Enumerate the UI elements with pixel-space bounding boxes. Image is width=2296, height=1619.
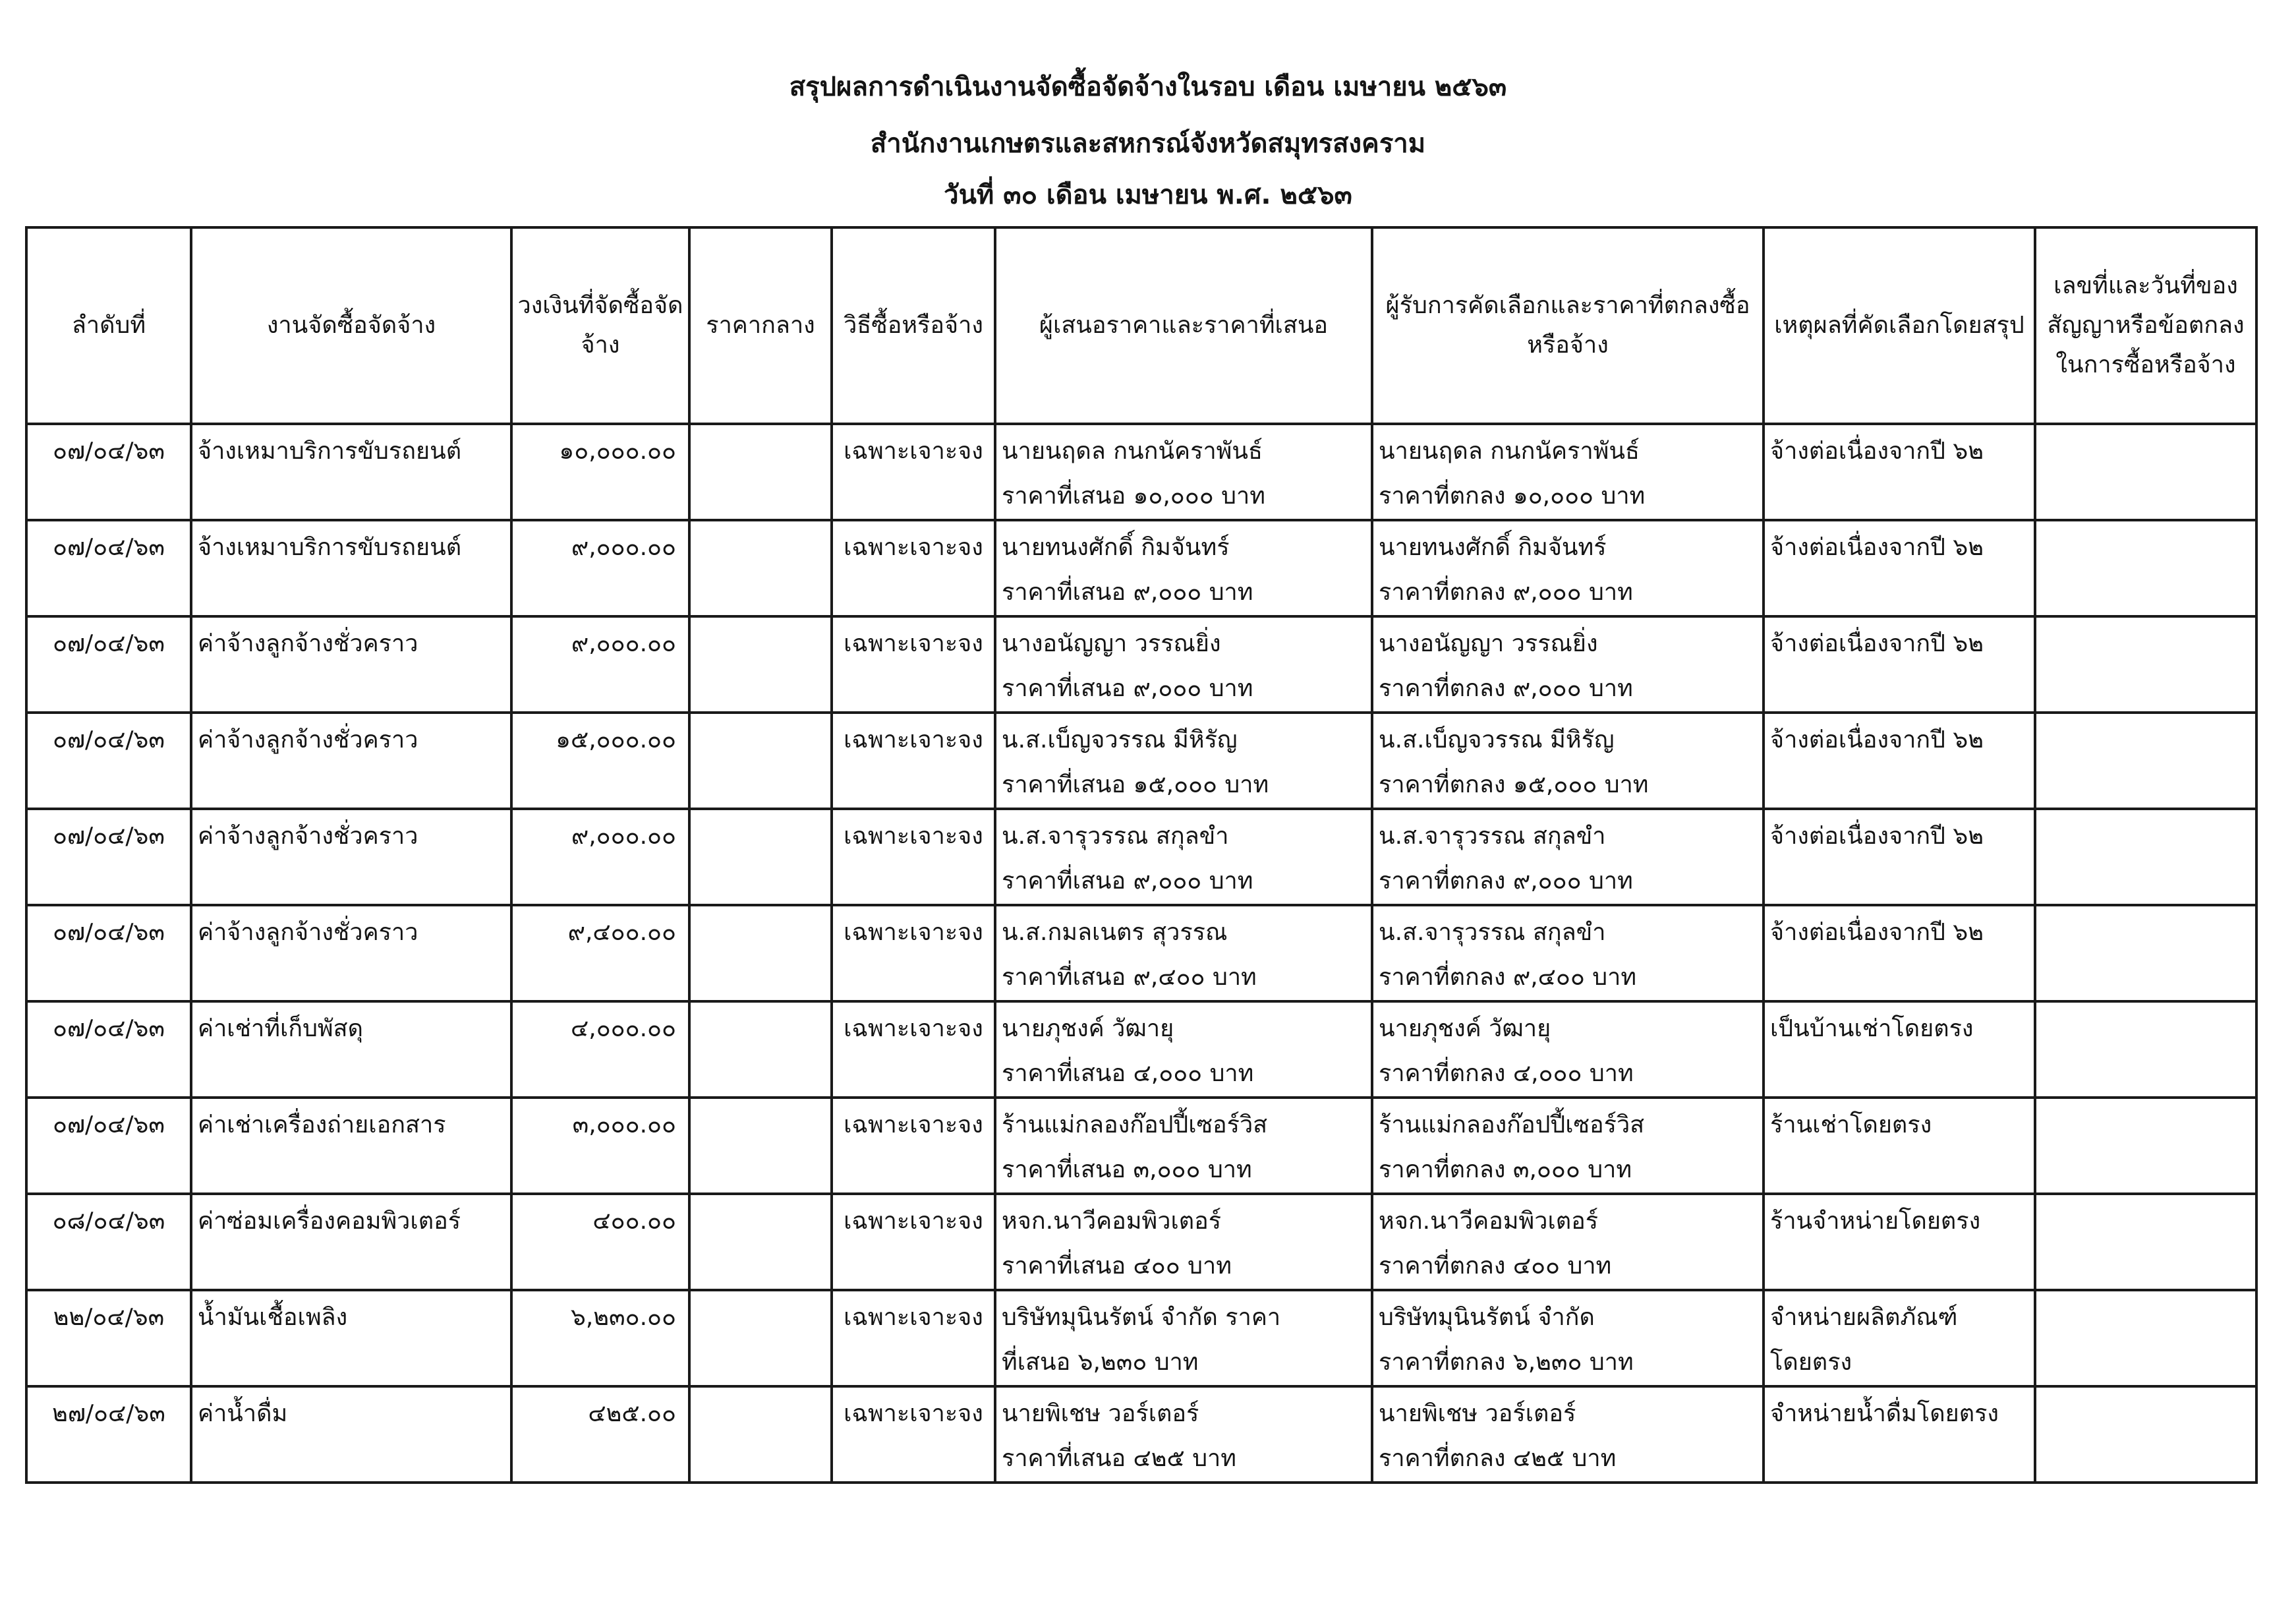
row-bidder-price: ราคาที่เสนอ ๙,๔๐๐ บาท	[1002, 964, 1257, 991]
row-median-cell	[689, 616, 832, 713]
row-budget: ๔๒๕.๐๐	[588, 1400, 676, 1427]
row-bidder-name: นางอนัญญา วรรณยิ่ง	[1002, 630, 1221, 657]
row-median-cell	[689, 809, 832, 905]
row-method: เฉพาะเจาะจง	[844, 1304, 983, 1331]
row-work-cell	[191, 1386, 511, 1483]
row-budget-cell	[511, 520, 689, 616]
row-bidder-cell	[995, 424, 1372, 520]
row-contract	[2036, 714, 2255, 718]
row-contract-cell	[2035, 1098, 2256, 1194]
row-selected-cell	[1372, 1098, 1764, 1194]
row-contract	[2036, 1195, 2255, 1199]
row-selected-cell	[1372, 616, 1764, 713]
table-row	[26, 424, 2256, 520]
row-bidder-cell	[995, 713, 1372, 809]
row-selected-name: นายภุชงค์ วัฒายุ	[1379, 1015, 1551, 1042]
row-median-cell	[689, 905, 832, 1001]
row-date: ๒๒/๐๔/๖๓	[53, 1304, 165, 1331]
row-budget-cell	[511, 616, 689, 713]
row-budget: ๓,๐๐๐.๐๐	[572, 1111, 676, 1138]
row-selected-price: ราคาที่ตกลง ๙,๐๐๐ บาท	[1379, 579, 1633, 606]
row-work-cell	[191, 520, 511, 616]
row-work: ค่าน้ำดื่ม	[198, 1400, 288, 1427]
row-bidder-name: ร้านแม่กลองก๊อปปี้เซอร์วิส	[1002, 1111, 1268, 1138]
row-method-cell	[832, 1290, 995, 1386]
row-contract-cell	[2035, 520, 2256, 616]
row-method: เฉพาะเจาะจง	[844, 823, 983, 850]
row-selected-cell	[1372, 905, 1764, 1001]
row-reason-line-1: จ้างต่อเนื่องจากปี ๖๒	[1770, 823, 1984, 850]
row-selected-price: ราคาที่ตกลง ๙,๔๐๐ บาท	[1379, 964, 1637, 991]
row-bidder-price: ราคาที่เสนอ ๙,๐๐๐ บาท	[1002, 579, 1253, 606]
col-header-median: ราคากลาง	[689, 227, 832, 424]
row-date-cell	[26, 520, 191, 616]
row-median	[691, 1099, 830, 1103]
row-reason-cell	[1764, 424, 2035, 520]
row-method-cell	[832, 809, 995, 905]
row-selected-name: นายนฤดล กนกนัคราพันธ์	[1379, 438, 1640, 465]
row-work: จ้างเหมาบริการขับรถยนต์	[198, 438, 462, 465]
row-method-cell	[832, 1194, 995, 1290]
row-selected-name: น.ส.จารุวรรณ สกุลขำ	[1379, 919, 1606, 946]
table-row	[26, 520, 2256, 616]
row-reason-line-1: จำหน่ายผลิตภัณฑ์	[1770, 1304, 1958, 1331]
row-bidder-name: นายนฤดล กนกนัคราพันธ์	[1002, 438, 1263, 465]
row-selected-name: นางอนัญญา วรรณยิ่ง	[1379, 630, 1598, 657]
row-bidder-cell	[995, 1098, 1372, 1194]
row-budget-cell	[511, 809, 689, 905]
row-work: ค่าเช่าเครื่องถ่ายเอกสาร	[198, 1111, 446, 1138]
row-selected-price: ราคาที่ตกลง ๙,๐๐๐ บาท	[1379, 868, 1633, 895]
row-bidder-price: ราคาที่เสนอ ๙,๐๐๐ บาท	[1002, 675, 1253, 702]
row-work: ค่าซ่อมเครื่องคอมพิวเตอร์	[198, 1208, 461, 1235]
col-header-selected: ผู้รับการคัดเลือกและราคาที่ตกลงซื้อหรือจ้าง	[1372, 227, 1764, 424]
row-selected-name: นายพิเชษ วอร์เตอร์	[1379, 1400, 1576, 1427]
row-selected-price: ราคาที่ตกลง ๓,๐๐๐ บาท	[1379, 1156, 1632, 1183]
row-contract-cell	[2035, 905, 2256, 1001]
row-bidder-name: นายทนงศักดิ์ กิมจันทร์	[1002, 534, 1230, 561]
row-contract	[2036, 1291, 2255, 1295]
col-header-no: ลำดับที่	[26, 227, 191, 424]
row-median	[691, 521, 830, 525]
row-contract-cell	[2035, 713, 2256, 809]
row-work-cell	[191, 809, 511, 905]
row-selected-name: น.ส.เบ็ญจวรรณ มีหิรัญ	[1379, 726, 1615, 753]
col-header-reason: เหตุผลที่คัดเลือกโดยสรุป	[1764, 227, 2035, 424]
row-contract-cell	[2035, 1290, 2256, 1386]
row-budget: ๖,๒๓๐.๐๐	[571, 1304, 676, 1331]
row-budget-cell	[511, 1386, 689, 1483]
row-bidder-name: หจก.นาวีคอมพิวเตอร์	[1002, 1208, 1222, 1235]
row-median	[691, 714, 830, 718]
row-date-cell	[26, 1194, 191, 1290]
row-date-cell	[26, 424, 191, 520]
row-work: ค่าจ้างลูกจ้างชั่วคราว	[198, 630, 418, 657]
row-selected-cell	[1372, 713, 1764, 809]
row-median	[691, 810, 830, 814]
row-work: น้ำมันเชื้อเพลิง	[198, 1304, 348, 1331]
row-selected-cell	[1372, 520, 1764, 616]
report-title: สรุปผลการดำเนินงานจัดซื้อจัดจ้างในรอบ เดือน เมษายน ๒๕๖๓	[789, 72, 1507, 102]
row-contract	[2036, 1099, 2255, 1103]
col-header-work: งานจัดซื้อจัดจ้าง	[191, 227, 511, 424]
row-selected-price: ราคาที่ตกลง ๖,๒๓๐ บาท	[1379, 1349, 1634, 1376]
row-reason-cell	[1764, 809, 2035, 905]
row-contract	[2036, 1388, 2255, 1392]
row-reason-cell	[1764, 1194, 2035, 1290]
row-selected-price: ราคาที่ตกลง ๔,๐๐๐ บาท	[1379, 1060, 1634, 1087]
col-header-budget: วงเงินที่จัดซื้อจัดจ้าง	[511, 227, 689, 424]
row-budget: ๑๐,๐๐๐.๐๐	[559, 438, 676, 465]
row-bidder-price: ที่เสนอ ๖,๒๓๐ บาท	[1002, 1349, 1199, 1376]
row-date: ๐๘/๐๔/๖๓	[52, 1208, 165, 1235]
row-median-cell	[689, 1386, 832, 1483]
row-work: ค่าเช่าที่เก็บพัสดุ	[198, 1015, 364, 1042]
row-median-cell	[689, 520, 832, 616]
row-budget: ๙,๐๐๐.๐๐	[571, 534, 676, 561]
report-date: วันที่ ๓๐ เดือน เมษายน พ.ศ. ๒๕๖๓	[944, 180, 1352, 210]
row-selected-name: นายทนงศักดิ์ กิมจันทร์	[1379, 534, 1607, 561]
row-selected-price: ราคาที่ตกลง ๙,๐๐๐ บาท	[1379, 675, 1633, 702]
row-selected-name: หจก.นาวีคอมพิวเตอร์	[1379, 1208, 1599, 1235]
row-work: ค่าจ้างลูกจ้างชั่วคราว	[198, 919, 418, 946]
row-median	[691, 425, 830, 429]
row-bidder-cell	[995, 616, 1372, 713]
row-reason-line-1: จ้างต่อเนื่องจากปี ๖๒	[1770, 438, 1984, 465]
row-budget: ๔๐๐.๐๐	[592, 1208, 676, 1235]
row-method-cell	[832, 713, 995, 809]
row-bidder-price: ราคาที่เสนอ ๓,๐๐๐ บาท	[1002, 1156, 1252, 1183]
row-method-cell	[832, 905, 995, 1001]
row-work-cell	[191, 905, 511, 1001]
row-method: เฉพาะเจาะจง	[844, 726, 983, 753]
row-selected-price: ราคาที่ตกลง ๔๐๐ บาท	[1379, 1252, 1612, 1280]
row-work: ค่าจ้างลูกจ้างชั่วคราว	[198, 726, 418, 753]
row-method: เฉพาะเจาะจง	[844, 919, 983, 946]
row-method: เฉพาะเจาะจง	[844, 630, 983, 657]
row-reason-line-1: ร้านจำหน่ายโดยตรง	[1770, 1208, 1981, 1235]
row-bidder-name: น.ส.กมลเนตร สุวรรณ	[1002, 919, 1228, 946]
row-budget-cell	[511, 713, 689, 809]
row-median	[691, 1388, 830, 1392]
agency-name: สำนักงานเกษตรและสหกรณ์จังหวัดสมุทรสงคราม	[870, 129, 1426, 159]
row-method-cell	[832, 616, 995, 713]
row-method: เฉพาะเจาะจง	[844, 1111, 983, 1138]
table-header-row	[26, 227, 2256, 424]
row-date: ๐๗/๐๔/๖๓	[53, 534, 165, 561]
row-date: ๐๗/๐๔/๖๓	[53, 823, 165, 850]
row-bidder-cell	[995, 1290, 1372, 1386]
row-bidder-cell	[995, 809, 1372, 905]
row-method-cell	[832, 1386, 995, 1483]
row-contract-cell	[2035, 1386, 2256, 1483]
row-contract	[2036, 810, 2255, 814]
row-reason-cell	[1764, 1001, 2035, 1098]
table-row	[26, 713, 2256, 809]
row-selected-cell	[1372, 809, 1764, 905]
row-median	[691, 1003, 830, 1007]
row-contract	[2036, 1003, 2255, 1007]
row-reason-cell	[1764, 713, 2035, 809]
row-budget: ๙,๐๐๐.๐๐	[571, 823, 676, 850]
row-bidder-cell	[995, 520, 1372, 616]
row-reason-line-1: จ้างต่อเนื่องจากปี ๖๒	[1770, 726, 1984, 753]
row-method-cell	[832, 1001, 995, 1098]
row-bidder-cell	[995, 1386, 1372, 1483]
row-selected-cell	[1372, 1194, 1764, 1290]
table-row	[26, 1098, 2256, 1194]
row-date: ๐๗/๐๔/๖๓	[53, 438, 165, 465]
row-reason-cell	[1764, 1386, 2035, 1483]
row-reason-line-1: ร้านเช่าโดยตรง	[1770, 1111, 1932, 1138]
row-reason-line-1: จ้างต่อเนื่องจากปี ๖๒	[1770, 534, 1984, 561]
row-date: ๐๗/๐๔/๖๓	[53, 1015, 165, 1042]
row-date-cell	[26, 1098, 191, 1194]
row-median-cell	[689, 1098, 832, 1194]
row-median	[691, 906, 830, 910]
row-date: ๒๗/๐๔/๖๓	[52, 1400, 165, 1427]
row-median-cell	[689, 1194, 832, 1290]
col-header-contract: เลขที่และวันที่ของสัญญาหรือข้อตกลงในการซื้อหรือจ้าง	[2035, 227, 2256, 424]
row-selected-cell	[1372, 1001, 1764, 1098]
table-row	[26, 1290, 2256, 1386]
row-median	[691, 1291, 830, 1295]
row-selected-price: ราคาที่ตกลง ๑๐,๐๐๐ บาท	[1379, 483, 1646, 510]
row-reason-line-1: จ้างต่อเนื่องจากปี ๖๒	[1770, 630, 1984, 657]
row-work-cell	[191, 616, 511, 713]
row-selected-cell	[1372, 424, 1764, 520]
row-work-cell	[191, 424, 511, 520]
row-date: ๐๗/๐๔/๖๓	[53, 1111, 165, 1138]
row-selected-cell	[1372, 1386, 1764, 1483]
row-selected-price: ราคาที่ตกลง ๑๕,๐๐๐ บาท	[1379, 771, 1649, 798]
row-reason-cell	[1764, 520, 2035, 616]
row-date: ๐๗/๐๔/๖๓	[53, 726, 165, 753]
row-bidder-name: บริษัทมุนินรัตน์ จำกัด ราคา	[1002, 1304, 1281, 1331]
row-method-cell	[832, 424, 995, 520]
row-selected-price: ราคาที่ตกลง ๔๒๕ บาท	[1379, 1445, 1617, 1472]
row-selected-name: บริษัทมุนินรัตน์ จำกัด	[1379, 1304, 1595, 1331]
row-reason-cell	[1764, 1290, 2035, 1386]
row-date-cell	[26, 713, 191, 809]
row-contract	[2036, 618, 2255, 622]
row-work: จ้างเหมาบริการขับรถยนต์	[198, 534, 462, 561]
col-header-method: วิธีซื้อหรือจ้าง	[832, 227, 995, 424]
table-row	[26, 1194, 2256, 1290]
table-row	[26, 1001, 2256, 1098]
row-date: ๐๗/๐๔/๖๓	[53, 919, 165, 946]
row-method-cell	[832, 1098, 995, 1194]
row-bidder-name: น.ส.จารุวรรณ สกุลขำ	[1002, 823, 1229, 850]
row-bidder-cell	[995, 1194, 1372, 1290]
row-method: เฉพาะเจาะจง	[844, 438, 983, 465]
row-contract-cell	[2035, 809, 2256, 905]
row-selected-name: ร้านแม่กลองก๊อปปี้เซอร์วิส	[1379, 1111, 1645, 1138]
row-contract-cell	[2035, 616, 2256, 713]
row-budget: ๙,๔๐๐.๐๐	[567, 919, 676, 946]
row-budget-cell	[511, 1001, 689, 1098]
row-budget: ๙,๐๐๐.๐๐	[571, 630, 676, 657]
row-median-cell	[689, 424, 832, 520]
row-reason-cell	[1764, 616, 2035, 713]
row-reason-cell	[1764, 1098, 2035, 1194]
row-budget-cell	[511, 1194, 689, 1290]
row-method: เฉพาะเจาะจง	[844, 534, 983, 561]
row-work-cell	[191, 1194, 511, 1290]
row-bidder-price: ราคาที่เสนอ ๔๐๐ บาท	[1002, 1252, 1232, 1280]
row-bidder-price: ราคาที่เสนอ ๑๐,๐๐๐ บาท	[1002, 483, 1265, 510]
row-bidder-price: ราคาที่เสนอ ๙,๐๐๐ บาท	[1002, 868, 1253, 895]
row-bidder-name: นายภุชงค์ วัฒายุ	[1002, 1015, 1174, 1042]
row-median-cell	[689, 713, 832, 809]
row-date-cell	[26, 905, 191, 1001]
row-bidder-name: น.ส.เบ็ญจวรรณ มีหิรัญ	[1002, 726, 1238, 753]
table-row	[26, 905, 2256, 1001]
row-date: ๐๗/๐๔/๖๓	[53, 630, 165, 657]
col-header-bidders: ผู้เสนอราคาและราคาที่เสนอ	[995, 227, 1372, 424]
row-budget-cell	[511, 1098, 689, 1194]
row-bidder-cell	[995, 905, 1372, 1001]
row-contract	[2036, 521, 2255, 525]
row-budget-cell	[511, 424, 689, 520]
row-contract-cell	[2035, 424, 2256, 520]
row-method: เฉพาะเจาะจง	[844, 1015, 983, 1042]
row-budget: ๔,๐๐๐.๐๐	[571, 1015, 676, 1042]
row-reason-line-1: เป็นบ้านเช่าโดยตรง	[1770, 1015, 1974, 1042]
row-bidder-price: ราคาที่เสนอ ๔๒๕ บาท	[1002, 1445, 1236, 1472]
row-reason-line-1: จ้างต่อเนื่องจากปี ๖๒	[1770, 919, 1984, 946]
table-row	[26, 1386, 2256, 1483]
row-median	[691, 1195, 830, 1199]
row-median	[691, 618, 830, 622]
row-bidder-price: ราคาที่เสนอ ๔,๐๐๐ บาท	[1002, 1060, 1254, 1087]
row-median-cell	[689, 1290, 832, 1386]
row-work-cell	[191, 1098, 511, 1194]
row-budget-cell	[511, 1290, 689, 1386]
row-reason-line-1: จำหน่ายน้ำดื่มโดยตรง	[1770, 1400, 1999, 1427]
row-contract-cell	[2035, 1001, 2256, 1098]
row-date-cell	[26, 1290, 191, 1386]
row-date-cell	[26, 1386, 191, 1483]
row-method-cell	[832, 520, 995, 616]
row-budget: ๑๕,๐๐๐.๐๐	[556, 726, 676, 753]
row-budget-cell	[511, 905, 689, 1001]
row-selected-name: น.ส.จารุวรรณ สกุลขำ	[1379, 823, 1606, 850]
row-contract-cell	[2035, 1194, 2256, 1290]
row-contract	[2036, 425, 2255, 429]
procurement-table	[25, 226, 2258, 1484]
row-work-cell	[191, 713, 511, 809]
row-work-cell	[191, 1001, 511, 1098]
row-contract	[2036, 906, 2255, 910]
row-selected-cell	[1372, 1290, 1764, 1386]
row-date-cell	[26, 809, 191, 905]
row-work: ค่าจ้างลูกจ้างชั่วคราว	[198, 823, 418, 850]
table-row	[26, 809, 2256, 905]
row-median-cell	[689, 1001, 832, 1098]
row-work-cell	[191, 1290, 511, 1386]
row-bidder-price: ราคาที่เสนอ ๑๕,๐๐๐ บาท	[1002, 771, 1269, 798]
row-method: เฉพาะเจาะจง	[844, 1400, 983, 1427]
row-bidder-name: นายพิเชษ วอร์เตอร์	[1002, 1400, 1199, 1427]
row-method: เฉพาะเจาะจง	[844, 1208, 983, 1235]
table-row	[26, 616, 2256, 713]
row-date-cell	[26, 1001, 191, 1098]
row-reason-cell	[1764, 905, 2035, 1001]
row-bidder-cell	[995, 1001, 1372, 1098]
row-reason-line-2: โดยตรง	[1770, 1349, 1852, 1376]
row-date-cell	[26, 616, 191, 713]
